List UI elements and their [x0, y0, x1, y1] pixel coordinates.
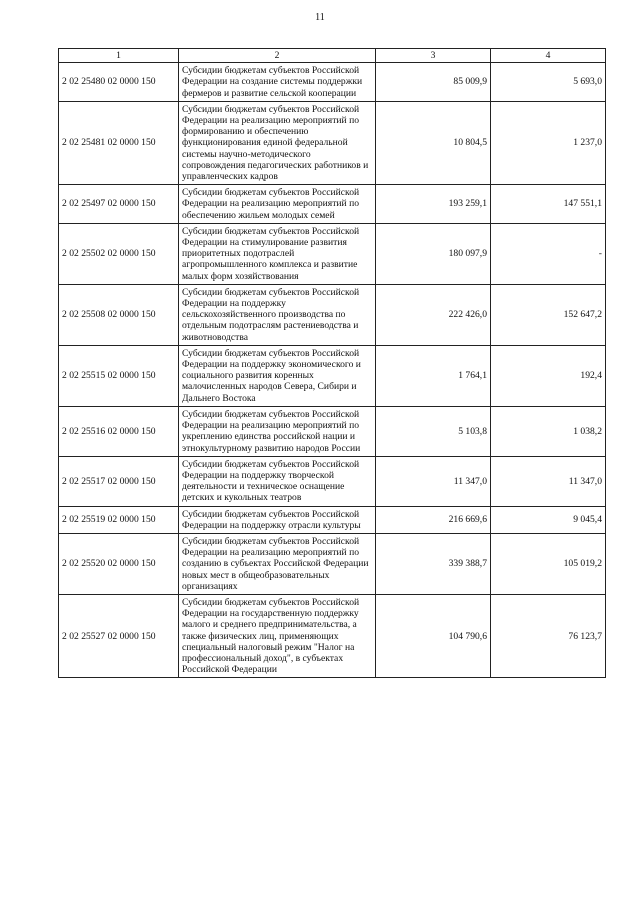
budget-code: 2 02 25527 02 0000 150: [59, 594, 179, 677]
amount-col3: 11 347,0: [376, 456, 491, 506]
budget-code: 2 02 25515 02 0000 150: [59, 345, 179, 406]
amount-col4: 76 123,7: [491, 594, 606, 677]
amount-col3: 1 764,1: [376, 345, 491, 406]
subsidy-description: Субсидии бюджетам субъектов Российской Федерации на реализацию мероприятий по укреплению единства российской нации и этнокультурному развитию народов России: [179, 406, 376, 456]
amount-col3: 216 669,6: [376, 506, 491, 533]
table-row: [59, 223, 606, 284]
table-row: [59, 456, 606, 506]
subsidy-description: Субсидии бюджетам субъектов Российской Федерации на стимулирование развития приоритетных подотраслей агропромышленного комплекса и развитие малых форм хозяйствования: [179, 223, 376, 284]
budget-code: 2 02 25519 02 0000 150: [59, 506, 179, 533]
amount-col3: 222 426,0: [376, 284, 491, 345]
amount-col4: 147 551,1: [491, 185, 606, 224]
table-row: [59, 533, 606, 594]
budget-code: 2 02 25481 02 0000 150: [59, 101, 179, 184]
amount-col4: 9 045,4: [491, 506, 606, 533]
amount-col4: 11 347,0: [491, 456, 606, 506]
subsidy-description: Субсидии бюджетам субъектов Российской Федерации на поддержку сельскохозяйственного производства по отдельным подотраслям растениеводства и животноводства: [179, 284, 376, 345]
amount-col3: 10 804,5: [376, 101, 491, 184]
subsidy-description: Субсидии бюджетам субъектов Российской Федерации на реализацию мероприятий по созданию в субъектах Российской Федерации новых мест в общеобразовательных организациях: [179, 533, 376, 594]
budget-code: 2 02 25517 02 0000 150: [59, 456, 179, 506]
table-row: [59, 284, 606, 345]
amount-col4: 192,4: [491, 345, 606, 406]
column-header-4: 4: [491, 49, 606, 63]
subsidy-description: Субсидии бюджетам субъектов Российской Федерации на реализацию мероприятий по формированию и обеспечению функционирования единой федеральной системы научно-методического сопровождения педагогических работников и управленческих кадров: [179, 101, 376, 184]
column-header-1: 1: [59, 49, 179, 63]
budget-code: 2 02 25508 02 0000 150: [59, 284, 179, 345]
subsidy-description: Субсидии бюджетам субъектов Российской Федерации на поддержку экономического и социального развития коренных малочисленных народов Севера, Сибири и Дальнего Востока: [179, 345, 376, 406]
subsidy-description: Субсидии бюджетам субъектов Российской Федерации на поддержку отрасли культуры: [179, 506, 376, 533]
table-row: [59, 345, 606, 406]
page-number: 11: [315, 12, 325, 23]
amount-col4: -: [491, 223, 606, 284]
table-row: [59, 406, 606, 456]
amount-col4: 5 693,0: [491, 63, 606, 102]
subsidy-description: Субсидии бюджетам субъектов Российской Федерации на реализацию мероприятий по обеспечению жильем молодых семей: [179, 185, 376, 224]
column-header-3: 3: [376, 49, 491, 63]
amount-col3: 193 259,1: [376, 185, 491, 224]
budget-code: 2 02 25516 02 0000 150: [59, 406, 179, 456]
amount-col3: 104 790,6: [376, 594, 491, 677]
amount-col3: 85 009,9: [376, 63, 491, 102]
amount-col3: 339 388,7: [376, 533, 491, 594]
table-header-row: [59, 49, 606, 63]
subsidy-description: Субсидии бюджетам субъектов Российской Федерации на поддержку творческой деятельности и техническое оснащение детских и кукольных театров: [179, 456, 376, 506]
table-row: [59, 101, 606, 184]
amount-col4: 1 038,2: [491, 406, 606, 456]
budget-code: 2 02 25480 02 0000 150: [59, 63, 179, 102]
budget-code: 2 02 25520 02 0000 150: [59, 533, 179, 594]
column-header-2: 2: [179, 49, 376, 63]
subsidy-description: Субсидии бюджетам субъектов Российской Федерации на создание системы поддержки фермеров и развитие сельской кооперации: [179, 63, 376, 102]
budget-table: [58, 48, 606, 678]
table-row: [59, 594, 606, 677]
amount-col4: 105 019,2: [491, 533, 606, 594]
amount-col4: 1 237,0: [491, 101, 606, 184]
table-row: [59, 63, 606, 102]
table-row: [59, 506, 606, 533]
amount-col3: 5 103,8: [376, 406, 491, 456]
subsidy-description: Субсидии бюджетам субъектов Российской Федерации на государственную поддержку малого и среднего предпринимательства, а также физических лиц, применяющих специальный налоговый режим "Налог на профессиональный доход", в субъектах Российской Федерации: [179, 594, 376, 677]
budget-code: 2 02 25502 02 0000 150: [59, 223, 179, 284]
budget-code: 2 02 25497 02 0000 150: [59, 185, 179, 224]
table-row: [59, 185, 606, 224]
amount-col3: 180 097,9: [376, 223, 491, 284]
amount-col4: 152 647,2: [491, 284, 606, 345]
